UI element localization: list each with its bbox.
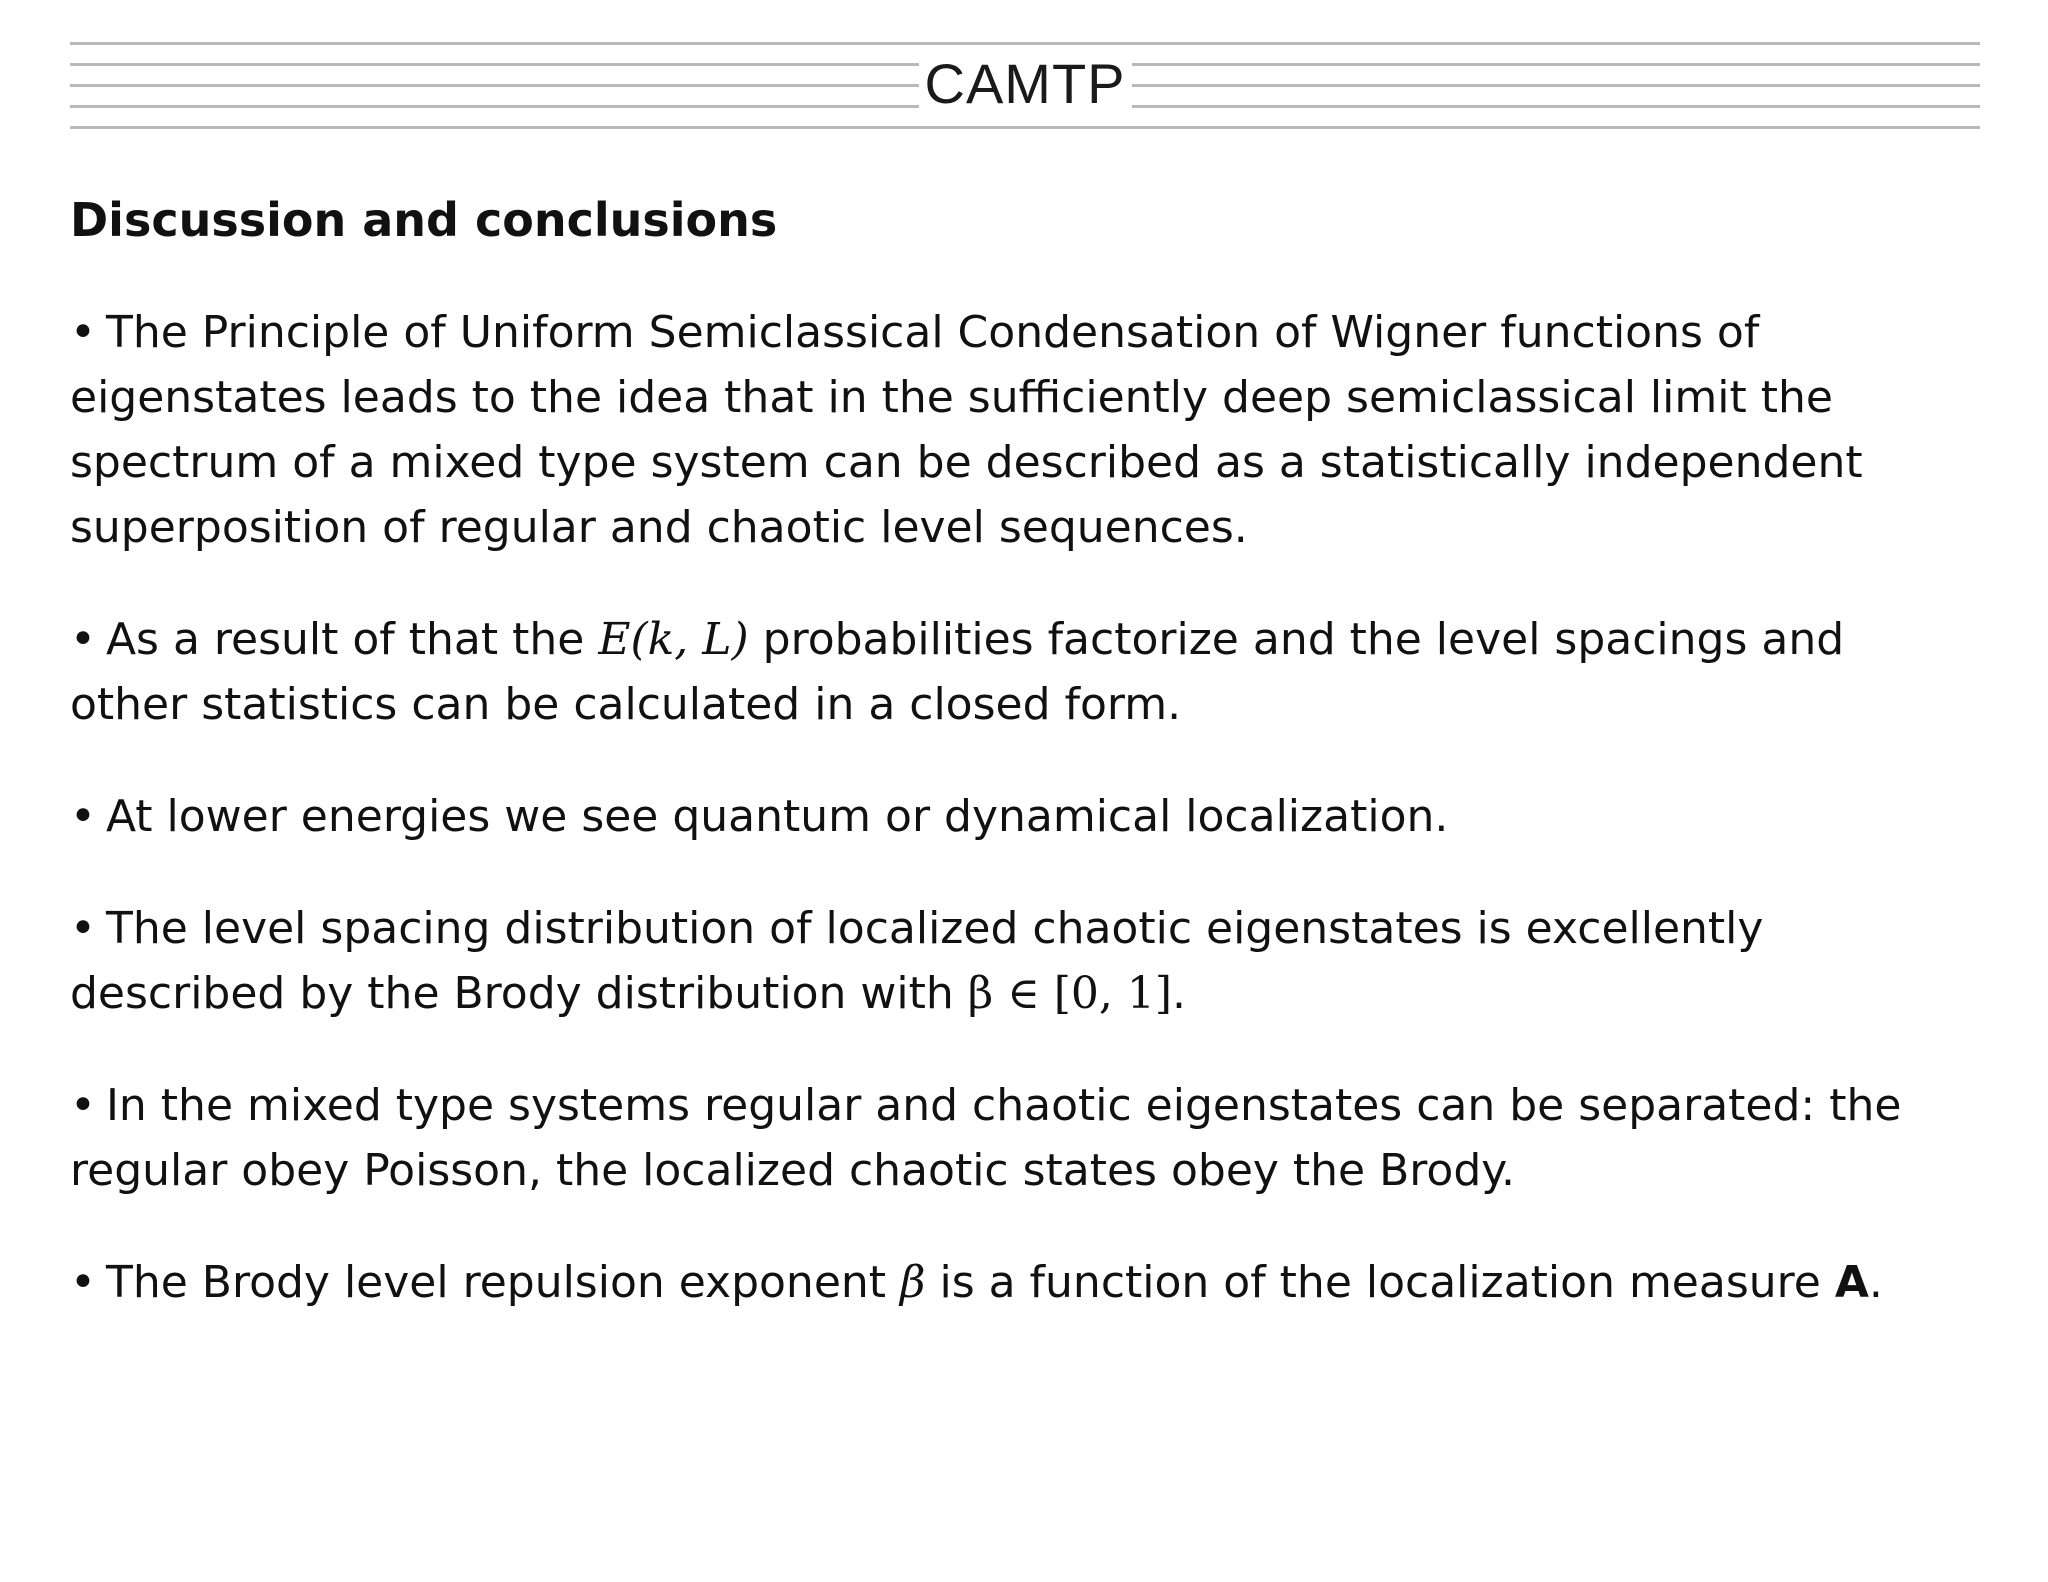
bullet-text: . xyxy=(1172,968,1187,1019)
bullet-text: probabilities factorize and the level spacings and other statistics can be calculated in a closed form. xyxy=(70,614,1845,730)
math-expression: β xyxy=(900,1257,926,1308)
header-rule xyxy=(70,126,1980,129)
section-title: Discussion and conclusions xyxy=(70,193,778,247)
bullet-text: As a result of that the xyxy=(105,614,585,665)
bullet-icon: • xyxy=(70,614,96,665)
bullet-text: At lower energies we see quantum or dynamical localization. xyxy=(105,791,1449,842)
bullet-item xyxy=(70,1073,1970,1203)
bullet-icon: • xyxy=(70,903,96,954)
bullet-item xyxy=(70,607,1970,737)
bullet-item xyxy=(70,784,1970,849)
bullet-text: The Principle of Uniform Semiclassical Condensation of Wigner functions of eigenstates leads to the idea that in the sufficiently deep semiclassical limit the spectrum of a mixed type system can be described as a statistically independent superposition of regular and chaotic level sequences. xyxy=(70,307,1863,553)
header-title: CAMTP xyxy=(70,54,1980,114)
bullet-text: The Brody level repulsion exponent xyxy=(105,1257,887,1308)
bullet-text: In the mixed type systems regular and chaotic eigenstates can be separated: the regular obey Poisson, the localized chaotic states obey the Brody. xyxy=(70,1080,1902,1196)
bullet-text: . xyxy=(1868,1257,1883,1308)
bullet-item xyxy=(70,300,1970,560)
bullet-item xyxy=(70,1250,1970,1315)
bullet-item xyxy=(70,896,1970,1026)
math-expression: β ∈ [0, 1] xyxy=(967,968,1173,1019)
bullet-list xyxy=(70,300,1970,1362)
bullet-icon: • xyxy=(70,307,96,358)
bullet-icon: • xyxy=(70,791,96,842)
bullet-icon: • xyxy=(70,1257,96,1308)
header-rule xyxy=(70,42,1980,45)
bold-symbol: A xyxy=(1834,1257,1869,1308)
bullet-icon: • xyxy=(70,1080,96,1131)
bullet-text: The level spacing distribution of localized chaotic eigenstates is excellently described by the Brody distribution with xyxy=(70,903,1764,1019)
math-expression: E(k, L) xyxy=(598,614,749,665)
header-banner xyxy=(70,38,1980,134)
bullet-text: is a function of the localization measure xyxy=(939,1257,1821,1308)
